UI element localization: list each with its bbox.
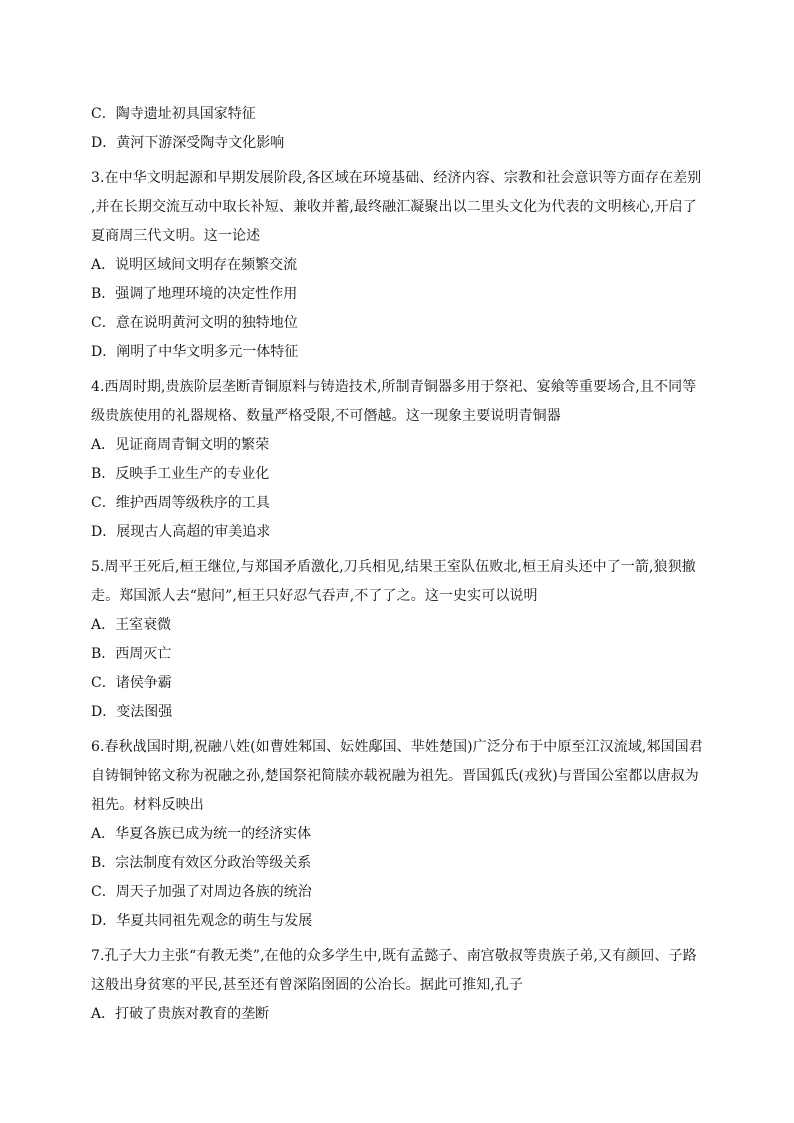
option-q2-d: D．黄河下游深受陶寺文化影响 [91,135,285,151]
option-q4-a: A．见证商周青铜文明的繁荣 [91,437,270,453]
option-q4-c: C．维护西周等级秩序的工具 [91,495,270,511]
option-q2-c: C．陶寺遗址初具国家特征 [91,106,256,122]
question-3-stem-line: ,并在长期交流互动中取长补短、兼收并蓄,最终融汇凝聚出以二里头文化为代表的文明核心,开启了 [91,199,697,215]
option-q3-d: D．阐明了中华文明多元一体特征 [91,344,299,360]
question-7-stem-line: 7.孔子大力主张“有教无类”,在他的众多学生中,既有孟懿子、南宫敬叔等贵族子弟,又有颜回、子路 [91,948,697,964]
option-q4-b: B．反映手工业生产的专业化 [91,466,270,482]
option-q3-c: C．意在说明黄河文明的独特地位 [91,315,298,331]
option-q6-d: D．华夏共同祖先观念的萌生与发展 [91,913,313,929]
question-3-stem-line: 夏商周三代文明。这一论述 [91,228,261,244]
option-q3-a: A．说明区域间文明存在频繁交流 [91,257,298,273]
question-4-stem-line: 4.西周时期,贵族阶层垄断青铜原料与铸造技术,所制青铜器多用于祭祀、宴飨等重要场合,且不同等 [91,379,697,395]
option-q6-b: B．宗法制度有效区分政治等级关系 [91,855,312,871]
question-5-stem-line: 5.周平王死后,桓王继位,与郑国矛盾激化,刀兵相见,结果王室队伍败北,桓王肩头还中了一箭,狼狈撤 [91,559,696,575]
question-4-stem-line: 级贵族使用的礼器规格、数量严格受限,不可僭越。这一现象主要说明青铜器 [91,408,561,424]
option-q6-c: C．周天子加强了对周边各族的统治 [91,884,312,900]
option-q5-b: B．西周灭亡 [91,646,172,662]
question-5-stem-line: 走。郑国派人去“慰问”,桓王只好忍气吞声,不了了之。这一史实可以说明 [91,588,538,604]
option-q5-a: A．王室衰微 [91,617,172,633]
option-q5-c: C．诸侯争霸 [91,675,172,691]
option-q7-a: A．打破了贵族对教育的垄断 [91,1006,270,1022]
question-6-stem-line: 祖先。材料反映出 [91,797,204,813]
option-q4-d: D．展现古人高超的审美追求 [91,524,271,540]
option-q6-a: A．华夏各族已成为统一的经济实体 [91,826,312,842]
option-q5-d: D．变法图强 [91,704,173,720]
question-6-stem-line: 自铸铜钟铭文称为祝融之孙,楚国祭祀简牍亦载祝融为祖先。晋国狐氏(戎狄)与晋国公室都以唐叔为 [91,768,699,784]
question-7-stem-line: 这般出身贫寒的平民,甚至还有曾深陷囹圄的公冶长。据此可推知,孔子 [91,977,524,993]
question-6-stem-line: 6.春秋战国时期,祝融八姓(如曹姓邾国、妘姓鄅国、芈姓楚国)广泛分布于中原至江汉流域,邾国国君 [91,739,703,755]
question-3-stem-line: 3.在中华文明起源和早期发展阶段,各区域在环境基础、经济内容、宗教和社会意识等方面存在差别 [91,170,702,186]
option-q3-b: B．强调了地理环境的决定性作用 [91,286,298,302]
